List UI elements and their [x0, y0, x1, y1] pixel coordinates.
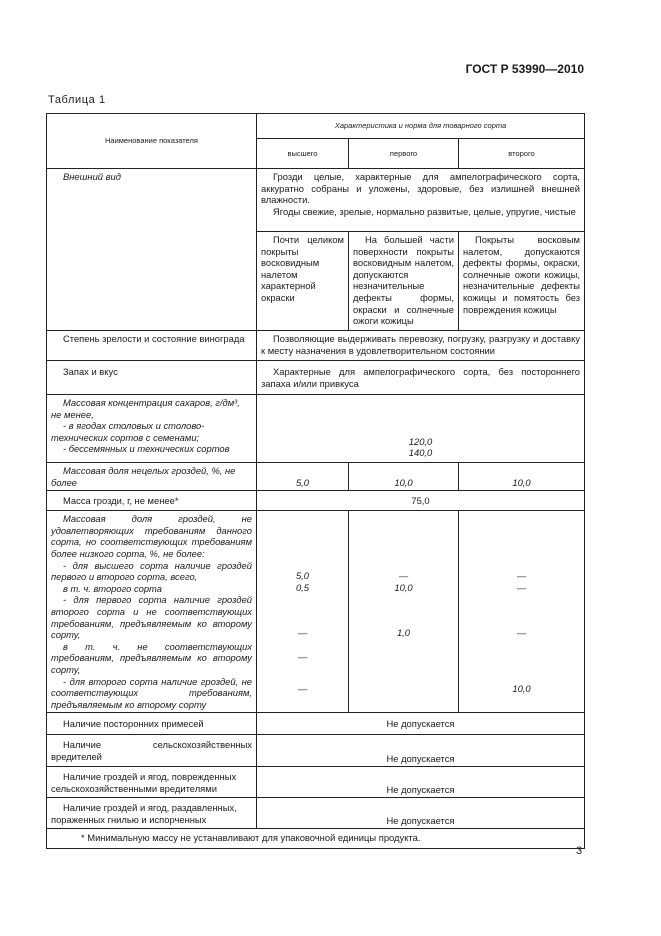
lower-grade-highest-dash-1: — — [297, 627, 308, 639]
ripeness-name: Степень зрелости и состояние винограда — [47, 331, 257, 361]
table-row-sugar — [47, 395, 585, 463]
lower-grade-name-highest-second: в т. ч. второго сорта — [63, 582, 162, 594]
table-row-ripeness — [47, 331, 585, 361]
table-row-smell — [47, 361, 585, 395]
appearance-second: Покрыты восковым налетом, допускаются дефекты формы, окраски, солнечные ожоги кожицы, незначительные дефекты кожицы и помятость без повреждения кожицы — [459, 232, 585, 331]
non-whole-first: 10,0 — [349, 463, 459, 491]
table-row-lower-grade — [47, 511, 585, 713]
appearance-first: На большей части поверхности покрыты восковидным налетом, допускаются незначительные дефекты формы, окраски и солнечные ожоги кожицы — [349, 232, 459, 331]
lower-grade-first-nonconforming: 1,0 — [396, 627, 411, 639]
lower-grade-first-total: 10,0 — [394, 581, 413, 593]
header-grade-second: второго — [459, 139, 585, 169]
table-header-row — [47, 114, 585, 139]
lower-grade-second-dash-3: — — [516, 627, 527, 639]
crushed-value: Не допускается — [257, 798, 585, 829]
impurities-value: Не допускается — [257, 713, 585, 735]
appearance-common-berries: Ягоды свежие, зрелые, нормально развитые, целые, упругие, чистые — [273, 205, 576, 217]
lower-grade-highest-dash-2: — — [297, 650, 308, 662]
smell-value: Характерные для ампелографического сорта, без постороннего запаха и/или привкуса — [257, 361, 585, 395]
lower-grade-name-first-nonconforming: в т. ч. не соответствующих требованиям, предъявляемым ко второму сорту, — [51, 640, 252, 675]
bunch-mass-name: Масса грозди, г, не менее* — [47, 491, 257, 511]
bunch-mass-value: 75,0 — [257, 491, 585, 511]
lower-grade-second-dash-2: — — [516, 581, 527, 593]
sugar-values — [257, 395, 585, 463]
lower-grade-first-dash: — — [398, 570, 409, 582]
grape-quality-table — [46, 113, 585, 849]
header-characteristic: Характеристика и норма для товарного сорта — [257, 114, 585, 139]
pests-name: Наличие сельскохозяйственных вредителей — [47, 735, 257, 767]
pests-value: Не допускается — [257, 735, 585, 767]
table-caption: Таблица 1 — [48, 94, 106, 106]
lower-grade-name-second: - для второго сорта наличие гроздей, не соответствующих требованиям, предъявляемым ко второму сорту — [51, 675, 252, 710]
lower-grade-second-value: 10,0 — [512, 682, 531, 694]
smell-name: Запах и вкус — [47, 361, 257, 395]
appearance-common-bunches: Грозди целые, характерные для ампелографического сорта, аккуратно собраны и уложены, здоровые, без излишней внешней влажности. — [261, 171, 581, 206]
sugar-name-main: Массовая концентрация сахаров, г/дм³, не менее, — [51, 397, 240, 420]
impurities-name: Наличие посторонних примесей — [47, 713, 257, 735]
pest-damaged-value: Не допускается — [257, 767, 585, 798]
ripeness-value: Позволяющие выдерживать перевозку, погрузку, разгрузку и доставку к месту назначения в удовлетворительном состоянии — [257, 331, 585, 361]
sugar-name-seedless: - бессемянных и технических сортов — [63, 443, 230, 455]
lower-grade-highest — [257, 511, 349, 713]
non-whole-highest: 5,0 — [257, 463, 349, 491]
lower-grade-highest-dash-3: — — [297, 682, 308, 694]
lower-grade-name — [47, 511, 257, 713]
table-row-pest-damaged — [47, 767, 585, 798]
lower-grade-highest-total: 5,0 — [295, 570, 310, 582]
table-row-appearance — [47, 169, 585, 232]
table-row-crushed — [47, 798, 585, 829]
lower-grade-name-main: Массовая доля гроздей, не удовлетворяющих требованиям данного сорта, но соответствующих требованиям более низкого сорта, %, не более: — [51, 513, 252, 559]
sugar-name — [47, 395, 257, 463]
header-grade-first: первого — [349, 139, 459, 169]
table-row-pests — [47, 735, 585, 767]
crushed-name: Наличие гроздей и ягод, раздавленных, пораженных гнилью и испорченных — [47, 798, 257, 829]
header-grade-highest: высшего — [257, 139, 349, 169]
sugar-name-seeded: - в ягодах столовых и столово-технических сортов с семенами; — [51, 420, 205, 443]
non-whole-second: 10,0 — [459, 463, 585, 491]
appearance-common — [257, 169, 585, 232]
lower-grade-highest-second: 0,5 — [295, 581, 310, 593]
header-indicator-name: Наименование показателя — [47, 114, 257, 169]
table-row-bunch-mass — [47, 491, 585, 511]
lower-grade-name-first: - для первого сорта наличие гроздей второго сорта и не соответствующих требованиям, предъявляемым ко второму сорту, — [51, 594, 252, 641]
table-row-impurities — [47, 713, 585, 735]
lower-grade-name-highest-total: - для высшего сорта наличие гроздей первого и второго сорта, всего, — [51, 559, 252, 583]
appearance-highest: Почти целиком покрыты восковидным налетом характерной окраски — [257, 232, 349, 331]
table-row-footnote — [47, 829, 585, 849]
sugar-value-seedless: 140,0 — [408, 447, 433, 459]
lower-grade-second — [459, 511, 585, 713]
sugar-value-seeded: 120,0 — [408, 435, 433, 447]
footnote: * Минимальную массу не устанавливают для упаковочной единицы продукта. — [47, 829, 585, 849]
pest-damaged-name: Наличие гроздей и ягод, поврежденных сельскохозяйственными вредителями — [47, 767, 257, 798]
non-whole-name: Массовая доля нецелых гроздей, %, не более — [47, 463, 257, 491]
standard-number: ГОСТ Р 53990—2010 — [465, 62, 584, 76]
lower-grade-first — [349, 511, 459, 713]
lower-grade-second-dash-1: — — [516, 570, 527, 582]
appearance-name: Внешний вид — [47, 169, 257, 331]
page-number: 3 — [576, 845, 583, 857]
table-row-non-whole — [47, 463, 585, 491]
